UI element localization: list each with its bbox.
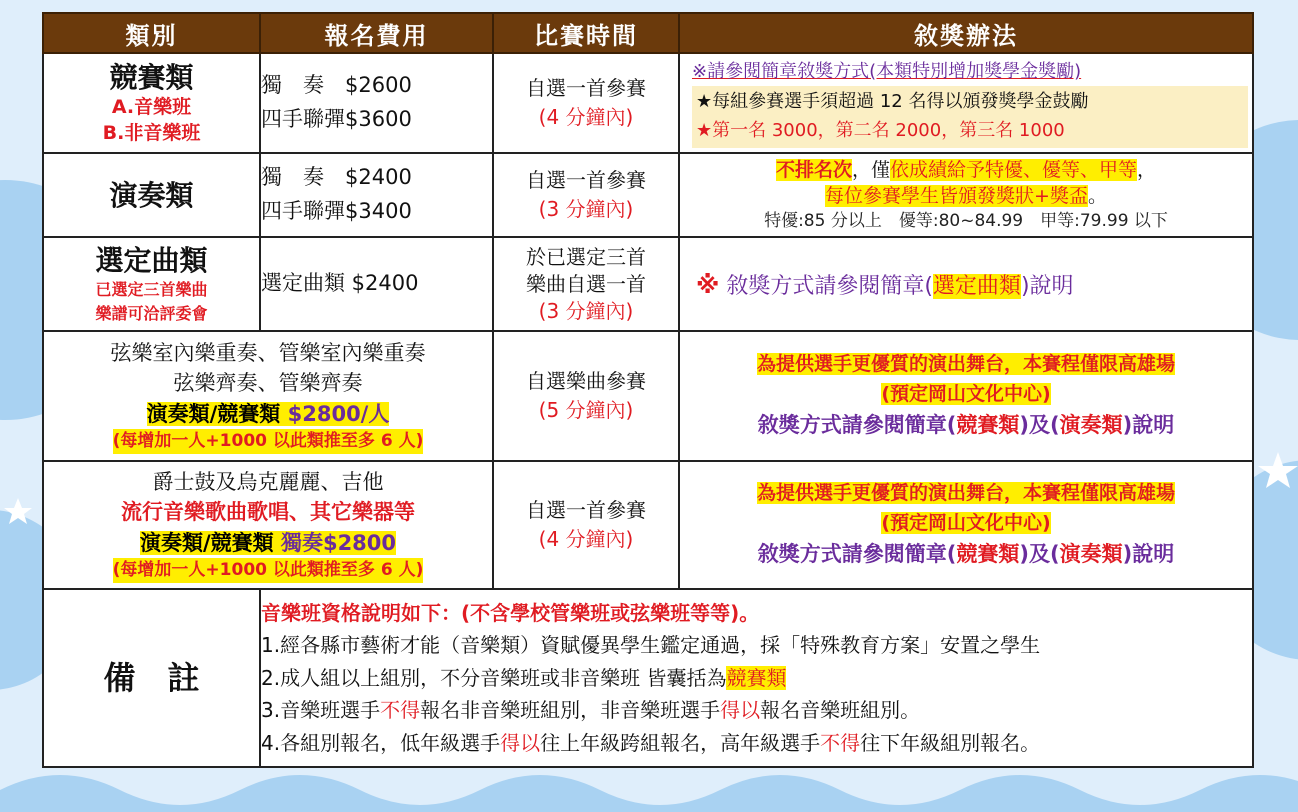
jazz-line4: (每增加一人+1000 以此類推至多 6 人) — [113, 558, 424, 583]
performance-award-c: 特優:85 分以上 優等:80~84.99 甲等:79.99 以下 — [764, 210, 1168, 231]
selected-fee: 選定曲類 $2400 — [261, 271, 419, 296]
jazz-time-cell — [493, 461, 679, 589]
jazz-time-2: (4 分鐘內) — [538, 527, 634, 551]
jazz-line3: 演奏類/競賽類 — [139, 530, 274, 555]
remarks-category-cell — [43, 589, 260, 767]
competition-time-cell — [493, 53, 679, 153]
ensemble-line2: 弦樂齊奏、管樂齊奏 — [173, 371, 363, 396]
ensemble-award-3e: )說明 — [1122, 413, 1175, 438]
jazz-award-cell — [679, 461, 1253, 589]
performance-fee-solo: 獨 奏 $2400 — [261, 165, 412, 190]
competition-time-1: 自選一首參賽 — [526, 76, 646, 100]
performance-time-cell — [493, 153, 679, 237]
remarks-content-cell — [260, 589, 1253, 767]
ensemble-line4: (每增加一人+1000 以此類推至多 6 人) — [113, 429, 424, 454]
ensemble-category-cell — [43, 331, 493, 461]
ensemble-line3b: $2800/人 — [280, 401, 390, 426]
performance-time-1: 自選一首參賽 — [526, 168, 646, 192]
remarks-note-3b: 不得 — [380, 698, 421, 723]
competition-fee-duet: 四手聯彈$3600 — [261, 107, 412, 131]
remarks-note-3c: 報名非音樂班組別，非音樂班選手 — [420, 698, 721, 723]
performance-time-2: (3 分鐘內) — [538, 197, 634, 221]
row-ensemble — [43, 331, 1253, 461]
jazz-award-3d: 演奏類 — [1059, 542, 1123, 567]
selected-time-1: 於已選定三首 — [526, 244, 646, 269]
performance-award-b1: 每位參賽學生 — [825, 185, 940, 208]
ensemble-award-3a: 敘獎方式請參閱簡章( — [757, 413, 957, 438]
selected-award-a: 敘獎方式請參閱簡章( — [719, 273, 933, 299]
row-remarks — [43, 589, 1253, 767]
performance-fee-cell — [260, 153, 493, 237]
remarks-note-3a: 3.音樂班選手 — [261, 698, 381, 723]
selected-award-c: )說明 — [1020, 273, 1074, 299]
remarks-note-4d: 不得 — [820, 730, 861, 755]
selected-category-cell — [43, 237, 260, 331]
row-selected — [43, 237, 1253, 331]
selected-fee-cell — [260, 237, 493, 331]
selected-award-cell — [679, 237, 1253, 331]
performance-award-a2: ，僅 — [851, 158, 890, 181]
remarks-note-2b: 競賽類 — [726, 665, 787, 690]
ensemble-line1: 弦樂室內樂重奏、管樂室內樂重奏 — [110, 341, 426, 366]
performance-award-a3: 依成績給予特優、優等、甲等 — [890, 158, 1138, 181]
performance-award-b2: 皆頒發獎狀+獎盃 — [939, 185, 1088, 208]
selected-sub-1: 已選定三首樂曲 — [95, 279, 208, 299]
ensemble-award-2: (預定岡山文化中心) — [881, 382, 1051, 405]
jazz-line3b: 獨奏$2800 — [273, 530, 397, 555]
row-competition — [43, 53, 1253, 153]
competition-fee-cell — [260, 53, 493, 153]
jazz-award-3e: )說明 — [1122, 542, 1175, 567]
remarks-note-3d: 得以 — [720, 698, 761, 723]
reference-mark-icon: ※ — [696, 270, 720, 299]
remarks-note-3e: 報名音樂班組別。 — [760, 698, 921, 723]
ensemble-award-3d: 演奏類 — [1059, 413, 1123, 438]
jazz-time-1: 自選一首參賽 — [526, 498, 646, 522]
performance-award-a1: 不排名次 — [775, 158, 852, 181]
competition-info-table — [42, 12, 1254, 768]
selected-sub-2: 樂譜可洽評委會 — [95, 303, 208, 323]
selected-time-cell — [493, 237, 679, 331]
jazz-award-3c: )及( — [1019, 542, 1060, 567]
performance-title: 演奏類 — [109, 178, 194, 212]
competition-award-cell — [679, 53, 1253, 153]
remarks-note-4e: 往下年級組別報名。 — [860, 730, 1041, 755]
performance-award-a4: ， — [1137, 158, 1157, 181]
selected-time-3: (3 分鐘內) — [538, 298, 634, 323]
ensemble-line3: 演奏類/競賽類 — [146, 401, 281, 426]
jazz-award-3b: 競賽類 — [956, 542, 1020, 567]
jazz-award-2: (預定岡山文化中心) — [881, 511, 1051, 534]
performance-award-cell — [679, 153, 1253, 237]
competition-award-line1: ※請參閱簡章敘獎方式(本類特別增加獎學金獎勵) — [692, 61, 1082, 83]
selected-title: 選定曲類 — [95, 243, 208, 277]
performance-category-cell — [43, 153, 260, 237]
row-performance — [43, 153, 1253, 237]
header-time: 比賽時間 — [493, 13, 679, 53]
selected-time-2: 樂曲自選一首 — [526, 271, 646, 296]
jazz-award-1: 為提供選手更優質的演出舞台，本賽程僅限高雄場 — [756, 482, 1175, 505]
competition-category-cell — [43, 53, 260, 153]
remarks-note-4b: 得以 — [500, 730, 541, 755]
ensemble-award-3c: )及( — [1019, 413, 1060, 438]
remarks-note-4a: 4.各組別報名，低年級選手 — [261, 730, 501, 755]
header-category: 類別 — [43, 13, 260, 53]
competition-award-line3: ★第一名 3000，第二名 2000，第三名 1000 — [696, 119, 1065, 141]
jazz-line1: 爵士鼓及烏克麗麗、吉他 — [152, 470, 384, 495]
remarks-heading: 音樂班資格說明如下：(不含學校管樂班或弦樂班等等)。 — [261, 601, 760, 626]
header-award: 敘獎辦法 — [679, 13, 1253, 53]
ensemble-award-3b: 競賽類 — [956, 413, 1020, 438]
performance-award-b3: 。 — [1087, 185, 1107, 208]
jazz-award-3a: 敘獎方式請參閱簡章( — [757, 542, 957, 567]
competition-sub-b: B.非音樂班 — [102, 121, 201, 144]
jazz-line2: 流行音樂歌曲歌唱、其它樂器等 — [121, 500, 415, 525]
ensemble-award-cell — [679, 331, 1253, 461]
header-row — [43, 13, 1253, 53]
ensemble-time-2: (5 分鐘內) — [538, 398, 634, 422]
competition-title: 競賽類 — [109, 60, 194, 94]
row-jazz — [43, 461, 1253, 589]
performance-fee-duet: 四手聯彈$3400 — [261, 199, 412, 223]
remarks-note-1: 1.經各縣市藝術才能（音樂類）資賦優異學生鑑定通過，採「特殊教育方案」安置之學生 — [261, 633, 1041, 658]
selected-award-b: 選定曲類 — [932, 273, 1021, 299]
competition-fee-solo: 獨 奏 $2600 — [261, 73, 412, 98]
remarks-title: 備 註 — [103, 659, 200, 697]
ensemble-time-1: 自選樂曲參賽 — [526, 369, 646, 393]
header-fee: 報名費用 — [260, 13, 493, 53]
ensemble-award-1: 為提供選手更優質的演出舞台，本賽程僅限高雄場 — [756, 353, 1175, 376]
competition-award-line2: ★每組參賽選手須超過 12 名得以頒發獎學金鼓勵 — [696, 91, 1089, 113]
ensemble-time-cell — [493, 331, 679, 461]
remarks-note-2a: 2.成人組以上組別，不分音樂班或非音樂班 皆囊括為 — [261, 665, 727, 690]
jazz-category-cell — [43, 461, 493, 589]
remarks-note-4c: 往上年級跨組報名，高年級選手 — [540, 730, 821, 755]
competition-sub-a: A.音樂班 — [111, 95, 192, 118]
competition-time-2: (4 分鐘內) — [538, 105, 634, 129]
